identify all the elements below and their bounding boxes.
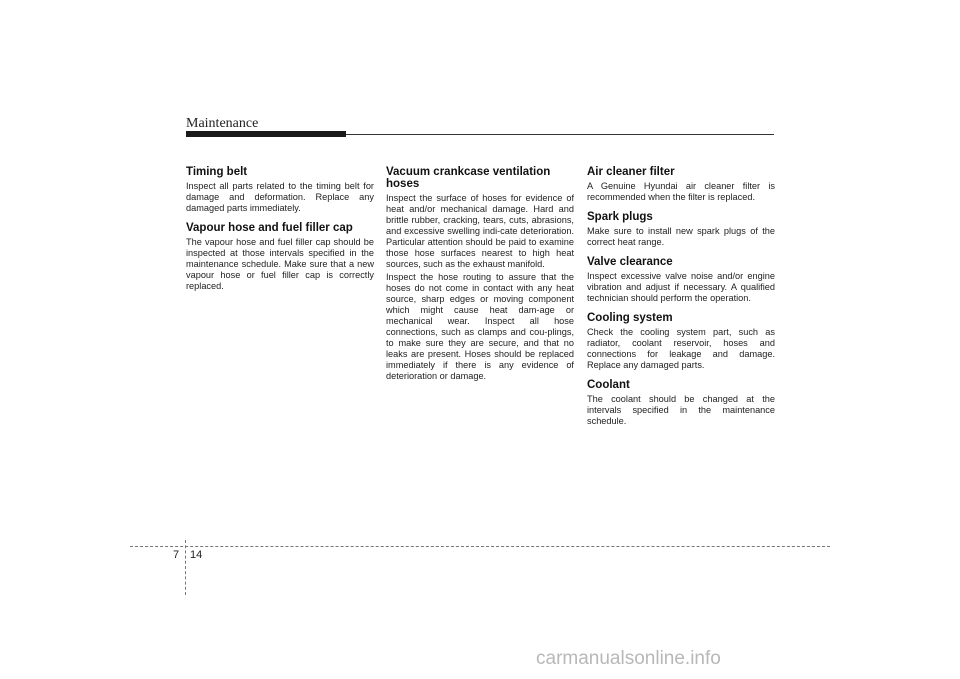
paragraph-coolant: The coolant should be changed at the intervals specified in the maintenance schedule. — [587, 394, 775, 426]
header-title: Maintenance — [186, 116, 259, 131]
heading-vacuum-crankcase: Vacuum crankcase ventilation hoses — [386, 166, 551, 190]
heading-air-cleaner: Air cleaner filter — [587, 166, 675, 178]
heading-cooling-system: Cooling system — [587, 312, 673, 324]
paragraph-spark-plugs: Make sure to install new spark plugs of the correct heat range. — [587, 226, 775, 247]
paragraph-vacuum-crankcase-1: Inspect the surface of hoses for evidence of heat and/or mechanical damage. Hard and brittle rubber, cracking, tears, cuts, abrasions, and excessive swelling indi-cate deterioration. Particular attention should be paid to examine those hose surfaces nearest to high heat sources, such as the exhaust manifold. — [386, 193, 574, 269]
footer-vertical-divider — [185, 540, 186, 595]
paragraph-cooling-system: Check the cooling system part, such as radiator, coolant reservoir, hoses and connections for leakage and damage. Replace any damaged parts. — [587, 327, 775, 370]
paragraph-timing-belt: Inspect all parts related to the timing belt for damage and deformation. Replace any damaged parts immediately. — [186, 181, 374, 213]
column-3 — [587, 166, 775, 435]
heading-valve-clearance: Valve clearance — [587, 256, 673, 268]
paragraph-air-cleaner: A Genuine Hyundai air cleaner filter is recommended when the filter is replaced. — [587, 181, 775, 202]
header-rule-thin — [346, 134, 774, 135]
column-1 — [186, 166, 374, 300]
paragraph-vacuum-crankcase-2: Inspect the hose routing to assure that the hoses do not come in contact with any heat source, sharp edges or moving component which might cause heat dam-age or mechanical wear. Inspect all hose connections, such as clamps and cou-plings, to make sure they are secure, and that no leaks are present. Hoses should be replaced immediately if there is any evidence of deterioration or damage. — [386, 272, 574, 381]
page-number: 14 — [190, 549, 203, 561]
footer-divider — [130, 546, 830, 547]
heading-spark-plugs: Spark plugs — [587, 211, 653, 223]
heading-coolant: Coolant — [587, 379, 630, 391]
heading-vapour-hose: Vapour hose and fuel filler cap — [186, 222, 353, 234]
heading-timing-belt: Timing belt — [186, 166, 248, 178]
paragraph-valve-clearance: Inspect excessive valve noise and/or engine vibration and adjust if necessary. A qualified technician should perform the operation. — [587, 271, 775, 303]
watermark: carmanualsonline.info — [536, 648, 721, 669]
column-2 — [386, 166, 574, 390]
paragraph-vapour-hose: The vapour hose and fuel filler cap should be inspected at those intervals specified in the maintenance schedule. Make sure that a new vapour hose or fuel filler cap is correctly replaced. — [186, 237, 374, 291]
chapter-number: 7 — [173, 549, 180, 561]
header-rule-thick — [186, 131, 346, 137]
